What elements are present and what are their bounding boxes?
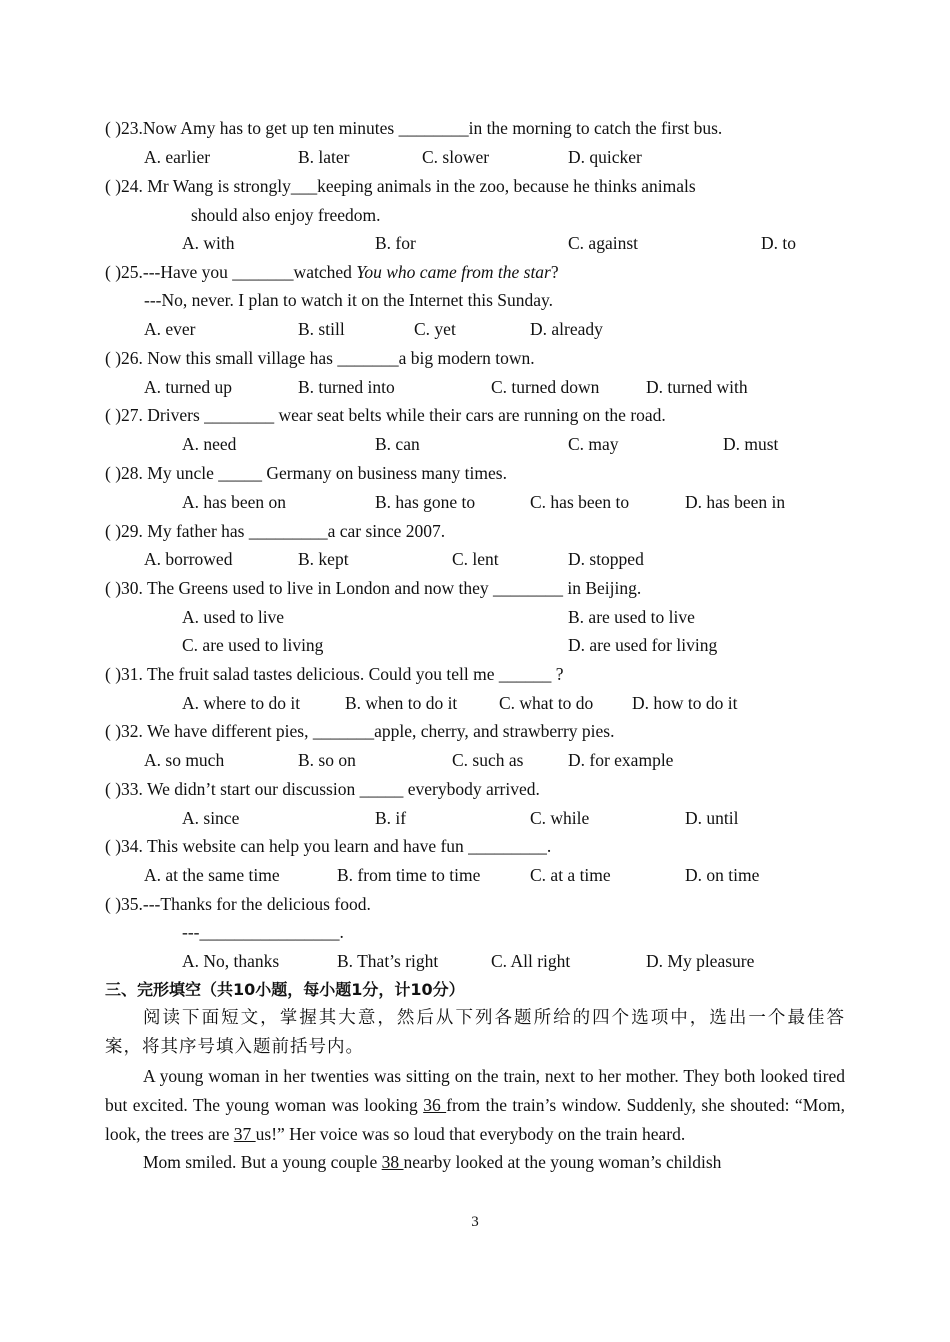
q25-title-italic: You who came from the star (356, 262, 551, 282)
q25-stem-post: ? (550, 262, 559, 282)
q23-option-d: D. quicker (568, 147, 642, 167)
instruction-paragraph (105, 1004, 845, 1062)
question-27-stem: ( )27. Drivers ________ wear seat belts while their cars are running on the road. (105, 405, 666, 425)
question-35-reply: ---________________. (182, 922, 344, 942)
q30-option-d: D. are used for living (568, 635, 718, 655)
q25-option-b: B. still (298, 319, 345, 339)
q24-option-b: B. for (375, 233, 416, 253)
passage-paragraph-2 (105, 1148, 845, 1177)
passage-p2-a: Mom smiled. But a young couple (143, 1152, 382, 1173)
q27-option-a: A. need (182, 434, 237, 454)
q25-option-c: C. yet (414, 319, 456, 339)
passage (105, 1062, 845, 1177)
q23-option-c: C. slower (422, 147, 490, 167)
section-heading: 三、完形填空（共10小题，每小题1分，计10分） (105, 980, 465, 999)
passage-p1-a: A young woman in her twenties was sitting on the train, next to her mother. They both looked tired but excited. The young woman was looking (105, 1066, 845, 1115)
q23-option-b: B. later (298, 147, 350, 167)
question-32-stem: ( )32. We have different pies, _______apple, cherry, and strawberry pies. (105, 721, 615, 741)
q25-option-a: A. ever (144, 319, 196, 339)
q31-option-a: A. where to do it (182, 693, 301, 713)
question-33-stem: ( )33. We didn’t start our discussion _____ everybody arrived. (105, 779, 540, 799)
q24-option-d: D. to (761, 233, 796, 253)
q29-option-c: C. lent (452, 549, 499, 569)
q30-option-b: B. are used to live (568, 607, 695, 627)
q35-option-d: D. My pleasure (646, 951, 755, 971)
question-25-reply: ---No, never. I plan to watch it on the Internet this Sunday. (144, 290, 554, 310)
question-25-stem (105, 262, 559, 282)
q32-option-c: C. such as (452, 750, 524, 770)
passage-p1-b: from the train’s window. Suddenly, she shouted: “Mom, look, the trees are (105, 1094, 845, 1144)
q29-option-d: D. stopped (568, 549, 644, 569)
q23-option-a: A. earlier (144, 147, 211, 167)
q27-option-c: C. may (568, 434, 619, 454)
q27-option-b: B. can (375, 434, 420, 454)
question-34-stem: ( )34. This website can help you learn and have fun _________. (105, 836, 552, 856)
q31-option-d: D. how to do it (632, 693, 738, 713)
question-30-stem: ( )30. The Greens used to live in London and now they ________ in Beijing. (105, 578, 642, 598)
q24-option-a: A. with (182, 233, 235, 253)
q33-option-d: D. until (685, 808, 739, 828)
question-29-stem: ( )29. My father has _________a car since 2007. (105, 521, 446, 541)
q31-option-c: C. what to do (499, 693, 594, 713)
question-23-stem: ( )23.Now Amy has to get up ten minutes ________in the morning to catch the first bus. (105, 118, 723, 138)
q27-option-d: D. must (723, 434, 779, 454)
q29-option-b: B. kept (298, 549, 349, 569)
q25-option-d: D. already (530, 319, 603, 339)
q33-option-a: A. since (182, 808, 240, 828)
q32-option-a: A. so much (144, 750, 225, 770)
q28-option-d: D. has been in (685, 492, 786, 512)
q34-option-c: C. at a time (530, 865, 611, 885)
q28-option-a: A. has been on (182, 492, 287, 512)
question-35-stem: ( )35.---Thanks for the delicious food. (105, 894, 371, 914)
q30-option-a: A. used to live (182, 607, 285, 627)
q29-option-a: A. borrowed (144, 549, 233, 569)
question-24-stem: ( )24. Mr Wang is strongly___keeping animals in the zoo, because he thinks animals (105, 176, 696, 196)
q26-option-a: A. turned up (144, 377, 232, 397)
q31-option-b: B. when to do it (345, 693, 458, 713)
q35-option-b: B. That’s right (337, 951, 439, 971)
q30-option-c: C. are used to living (182, 635, 324, 655)
question-28-stem: ( )28. My uncle _____ Germany on business many times. (105, 463, 507, 483)
passage-p2-b: nearby looked at the young woman’s childish (403, 1152, 722, 1173)
q34-option-b: B. from time to time (337, 865, 481, 885)
question-31-stem: ( )31. The fruit salad tastes delicious. Could you tell me ______ ? (105, 664, 564, 684)
passage-p1-c: us!” Her voice was so loud that everybody on the train heard. (255, 1123, 686, 1144)
q25-stem-pre: ( )25.---Have you _______watched (105, 262, 357, 282)
q26-option-b: B. turned into (298, 377, 395, 397)
q26-option-c: C. turned down (491, 377, 600, 397)
q24-option-c: C. against (568, 233, 638, 253)
instruction-text: 阅读下面短文，掌握其大意，然后从下列各题所给的四个选项中，选出一个最佳答案，将其序号填入题前括号内。 (105, 1008, 845, 1057)
blank-36: 36 (423, 1094, 447, 1115)
passage-paragraph-1 (105, 1062, 845, 1148)
q34-option-d: D. on time (685, 865, 760, 885)
blank-37: 37 (233, 1123, 256, 1144)
q32-option-b: B. so on (298, 750, 356, 770)
q33-option-c: C. while (530, 808, 590, 828)
page-number: 3 (471, 1214, 479, 1230)
q28-option-b: B. has gone to (375, 492, 476, 512)
q35-option-a: A. No, thanks (182, 951, 280, 971)
q26-option-d: D. turned with (646, 377, 748, 397)
q32-option-d: D. for example (568, 750, 674, 770)
q34-option-a: A. at the same time (144, 865, 280, 885)
blank-38: 38 (381, 1152, 404, 1173)
question-24-stem-cont: should also enjoy freedom. (191, 205, 381, 225)
q33-option-b: B. if (375, 808, 407, 828)
q28-option-c: C. has been to (530, 492, 630, 512)
q35-option-c: C. All right (491, 951, 571, 971)
question-26-stem: ( )26. Now this small village has _______a big modern town. (105, 348, 535, 368)
